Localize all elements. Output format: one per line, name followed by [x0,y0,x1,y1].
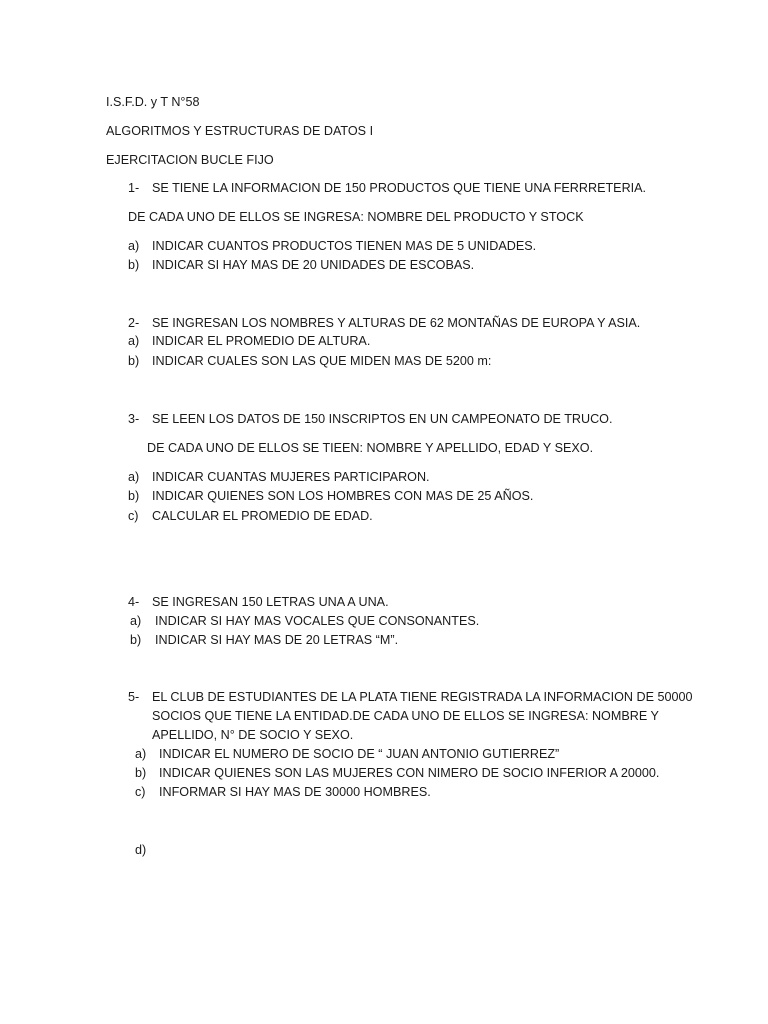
exercise-5-statement-line-2: SOCIOS QUE TIENE LA ENTIDAD.DE CADA UNO DE ELLOS SE INGRESA: NOMBRE Y [152,709,659,723]
exercise-3-number: 3- [128,412,140,426]
exercise-5-item-a: INDICAR EL NUMERO DE SOCIO DE “ JUAN ANTONIO GUTIERREZ” [159,747,560,761]
exercise-5-statement-line-3: APELLIDO, N° DE SOCIO Y SEXO. [152,728,354,742]
exercise-3-item-b-label: b) [128,489,140,503]
exercise-5-item-b: INDICAR QUIENES SON LAS MUJERES CON NIMERO DE SOCIO INFERIOR A 20000. [159,766,660,780]
exercise-1-statement: SE TIENE LA INFORMACION DE 150 PRODUCTOS QUE TIENE UNA FERRRETERIA. [152,181,647,195]
exercise-3-item-c-label: c) [128,509,139,523]
exercise-4-item-b-label: b) [130,633,142,647]
exercise-3-item-a-label: a) [128,470,140,484]
exercise-3-note: DE CADA UNO DE ELLOS SE TIEEN: NOMBRE Y APELLIDO, EDAD Y SEXO. [147,441,594,455]
exercise-5-item-a-label: a) [135,747,147,761]
exercise-4-number: 4- [128,595,140,609]
exercise-5-statement-line-1: EL CLUB DE ESTUDIANTES DE LA PLATA TIENE REGISTRADA LA INFORMACION DE 50000 [152,690,693,704]
exercise-2-item-a-label: a) [128,334,140,348]
exercise-2-item-b: INDICAR CUALES SON LAS QUE MIDEN MAS DE 5200 m: [152,354,492,368]
exercise-1-item-b-label: b) [128,258,140,272]
exercise-5-item-c-label: c) [135,785,146,799]
exercise-1-item-a: INDICAR CUANTOS PRODUCTOS TIENEN MAS DE 5 UNIDADES. [152,239,537,253]
exercise-1-number: 1- [128,181,140,195]
exercise-5-number: 5- [128,690,140,704]
topic-title: EJERCITACION BUCLE FIJO [106,153,274,167]
exercise-2-item-a: INDICAR EL PROMEDIO DE ALTURA. [152,334,371,348]
exercise-4-item-b: INDICAR SI HAY MAS DE 20 LETRAS “M”. [155,633,399,647]
exercise-4-statement: SE INGRESAN 150 LETRAS UNA A UNA. [152,595,389,609]
exercise-3-item-c: CALCULAR EL PROMEDIO DE EDAD. [152,509,373,523]
exercise-1-note: DE CADA UNO DE ELLOS SE INGRESA: NOMBRE DEL PRODUCTO Y STOCK [128,210,584,224]
exercise-4-item-a: INDICAR SI HAY MAS VOCALES QUE CONSONANTES. [155,614,480,628]
exercise-2-statement: SE INGRESAN LOS NOMBRES Y ALTURAS DE 62 MONTAÑAS DE EUROPA Y ASIA. [152,316,641,330]
exercise-5-item-c: INFORMAR SI HAY MAS DE 30000 HOMBRES. [159,785,431,799]
exercise-2-number: 2- [128,316,140,330]
subject-title: ALGORITMOS Y ESTRUCTURAS DE DATOS I [106,124,374,138]
institution-name: I.S.F.D. y T N°58 [106,95,200,109]
exercise-5-item-d-label: d) [135,843,147,857]
exercise-4-item-a-label: a) [130,614,142,628]
exercise-3-statement: SE LEEN LOS DATOS DE 150 INSCRIPTOS EN UN CAMPEONATO DE TRUCO. [152,412,613,426]
exercise-3-item-a: INDICAR CUANTAS MUJERES PARTICIPARON. [152,470,430,484]
exercise-1-item-a-label: a) [128,239,140,253]
exercise-3-item-b: INDICAR QUIENES SON LOS HOMBRES CON MAS DE 25 AÑOS. [152,489,534,503]
exercise-5-item-b-label: b) [135,766,147,780]
exercise-1-item-b: INDICAR SI HAY MAS DE 20 UNIDADES DE ESCOBAS. [152,258,475,272]
exercise-2-item-b-label: b) [128,354,140,368]
